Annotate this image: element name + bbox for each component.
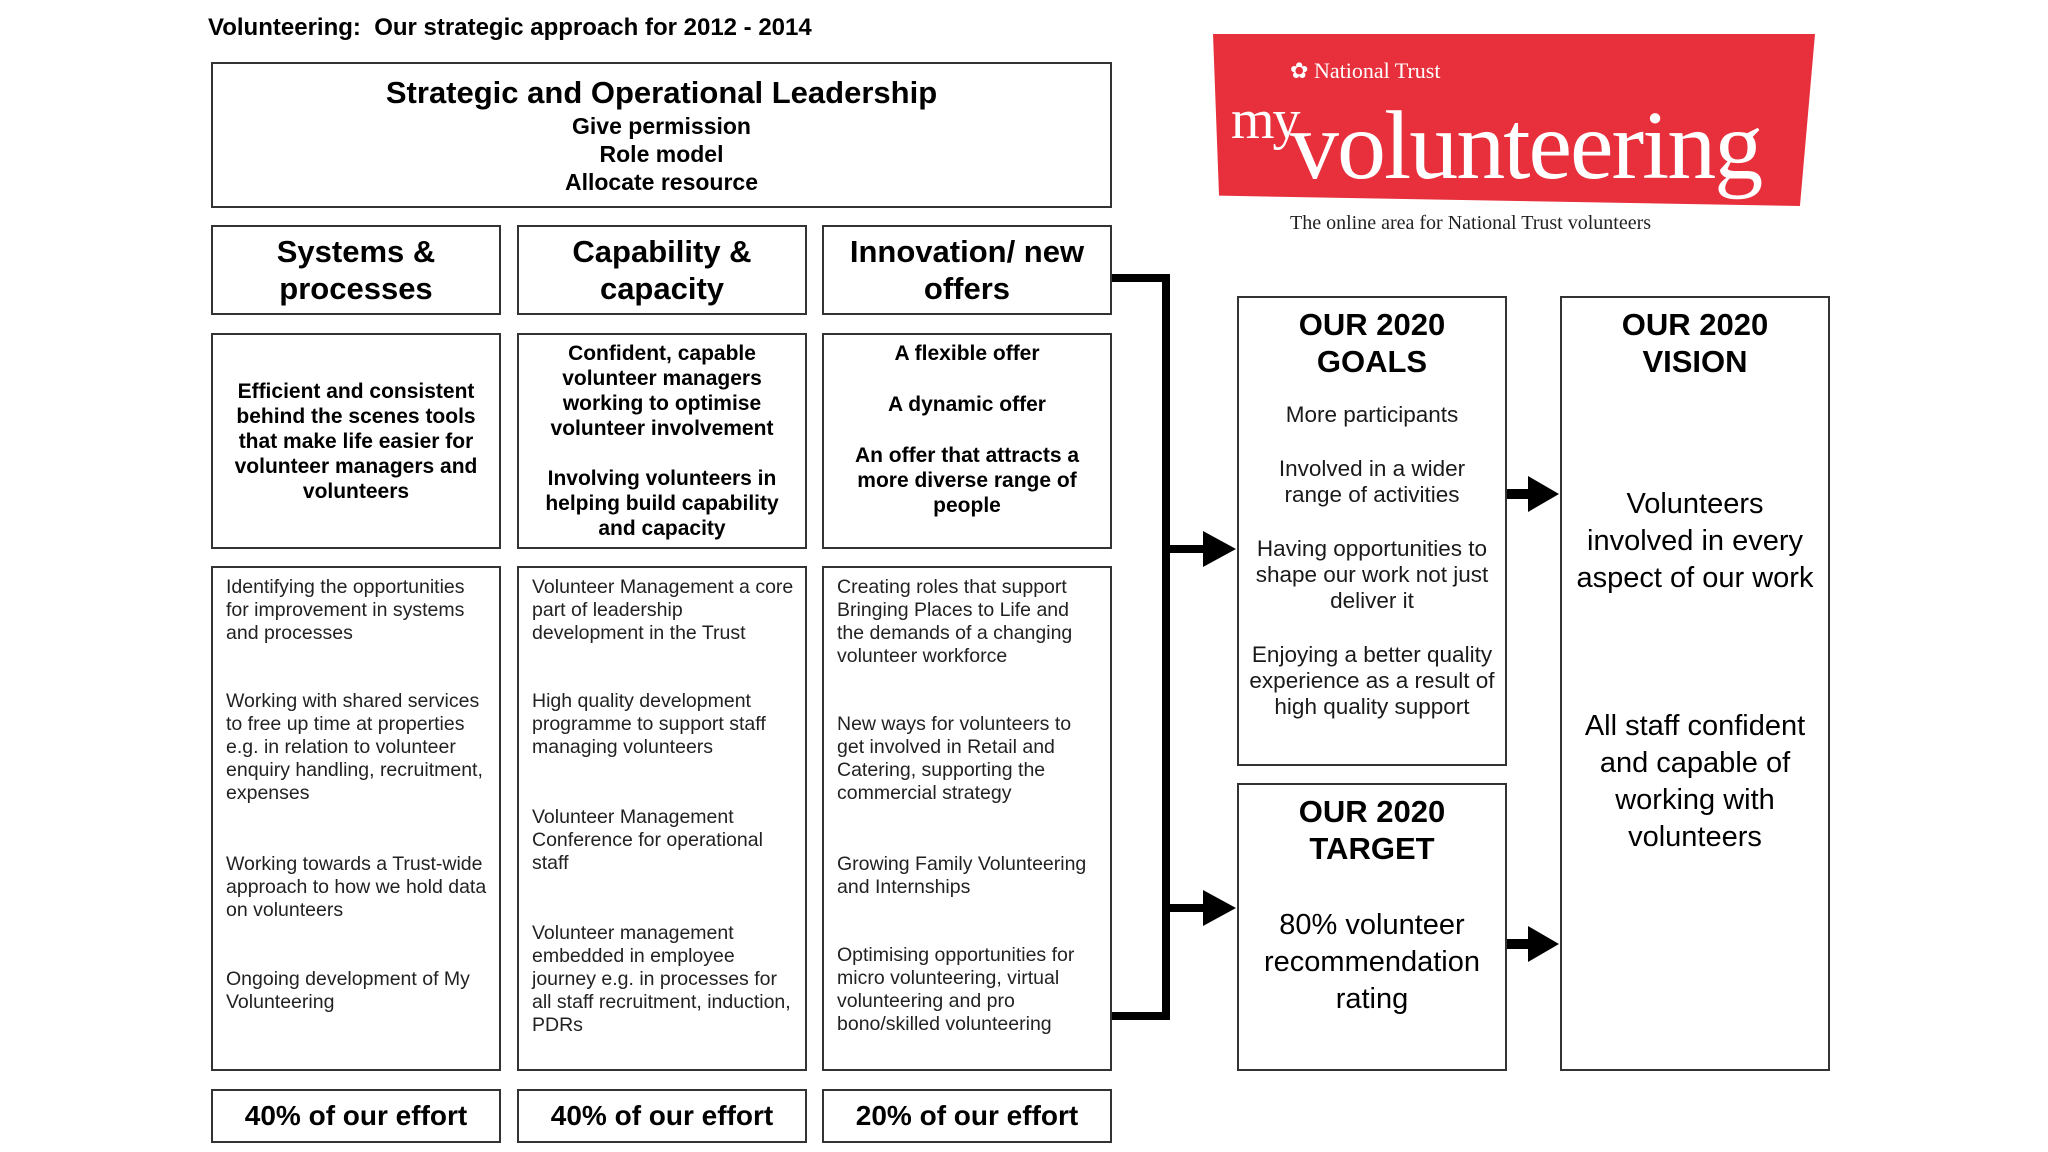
detail-item: Optimising opportunities for micro volunteering, virtual volunteering and pro bono/skilled volunteering <box>837 944 1075 1035</box>
column-heading-label: Capability & capacity <box>572 234 752 306</box>
effort-label: 20% of our effort <box>855 1100 1079 1131</box>
effort-label: 40% of our effort <box>550 1100 774 1131</box>
detail-item: Volunteer Management Conference for operational staff <box>532 806 763 874</box>
goal-item: Having opportunities to shape our work not just deliver it <box>1255 536 1489 613</box>
oak-leaf-icon: ✿ <box>1290 58 1309 83</box>
column-heading-label: Innovation/ new offers <box>849 234 1085 306</box>
summary-text: Confident, capable volunteer managers working to optimise volunteer involvement <box>550 342 774 440</box>
column-heading-label: Systems & processes <box>276 234 436 306</box>
detail-item: Volunteer management embedded in employee journey e.g. in processes for all staff recruitment, induction, PDRs <box>532 922 791 1036</box>
detail-item: Ongoing development of My Volunteering <box>226 968 470 1013</box>
goal-item: Enjoying a better quality experience as a result of high quality support <box>1249 642 1495 719</box>
summary-text: A flexible offer <box>894 342 1040 365</box>
summary-text: Efficient and consistent behind the scenes tools that make life easier for volunteer managers and volunteers <box>234 379 478 503</box>
summary-text: An offer that attracts a more diverse range of people <box>854 444 1080 517</box>
target-text: 80% volunteer recommendation rating <box>1264 909 1480 1015</box>
detail-item: Growing Family Volunteering and Internships <box>837 853 1087 898</box>
arrow-goals-to-vision-icon <box>1528 476 1559 512</box>
logo-brand-text: National Trust <box>1313 58 1441 83</box>
detail-item: Identifying the opportunities for improvement in systems and processes <box>226 576 465 644</box>
detail-item: Creating roles that support Bringing Places to Life and the demands of a changing volunteer workforce <box>837 576 1073 667</box>
leadership-line: Role model <box>599 141 724 167</box>
leadership-line: Allocate resource <box>564 169 759 195</box>
bracket-connector <box>1112 278 1166 1016</box>
logo-tagline: The online area for National Trust volunteers <box>1290 212 1652 234</box>
leadership-line: Give permission <box>572 113 751 139</box>
detail-item: Working with shared services to free up time at properties e.g. in relation to volunteer enquiry handling, recruitment, expenses <box>226 690 483 804</box>
leadership-title: Strategic and Operational Leadership <box>385 75 938 110</box>
detail-item: New ways for volunteers to get involved in Retail and Catering, supporting the commercial strategy <box>837 713 1072 804</box>
logo-wordmark: volunteering <box>1290 92 1762 200</box>
summary-text: Involving volunteers in helping build capability and capacity <box>545 467 779 540</box>
vision-heading-text: OUR 2020 VISION <box>1621 307 1769 379</box>
goal-item: More participants <box>1285 402 1459 427</box>
page-title: Volunteering: Our strategic approach for 2012 - 2014 <box>208 14 812 41</box>
logo-my: my <box>1231 89 1299 151</box>
arrow-to-target-icon <box>1203 890 1236 926</box>
arrow-to-goals-icon <box>1203 531 1236 567</box>
arrow-target-to-vision-icon <box>1528 926 1559 962</box>
goal-item: Involved in a wider range of activities <box>1278 456 1466 507</box>
detail-item: High quality development programme to support staff managing volunteers <box>532 690 766 758</box>
effort-label: 40% of our effort <box>244 1100 468 1131</box>
detail-item: Working towards a Trust-wide approach to how we hold data on volunteers <box>226 853 487 921</box>
target-heading-text: OUR 2020 TARGET <box>1298 794 1446 866</box>
detail-item: Volunteer Management a core part of leadership development in the Trust <box>532 576 794 644</box>
goals-heading-text: OUR 2020 GOALS <box>1298 307 1446 379</box>
summary-text: A dynamic offer <box>888 393 1046 416</box>
vision-item: Volunteers involved in every aspect of our work <box>1576 488 1814 594</box>
vision-item: All staff confident and capable of working with volunteers <box>1584 710 1806 853</box>
